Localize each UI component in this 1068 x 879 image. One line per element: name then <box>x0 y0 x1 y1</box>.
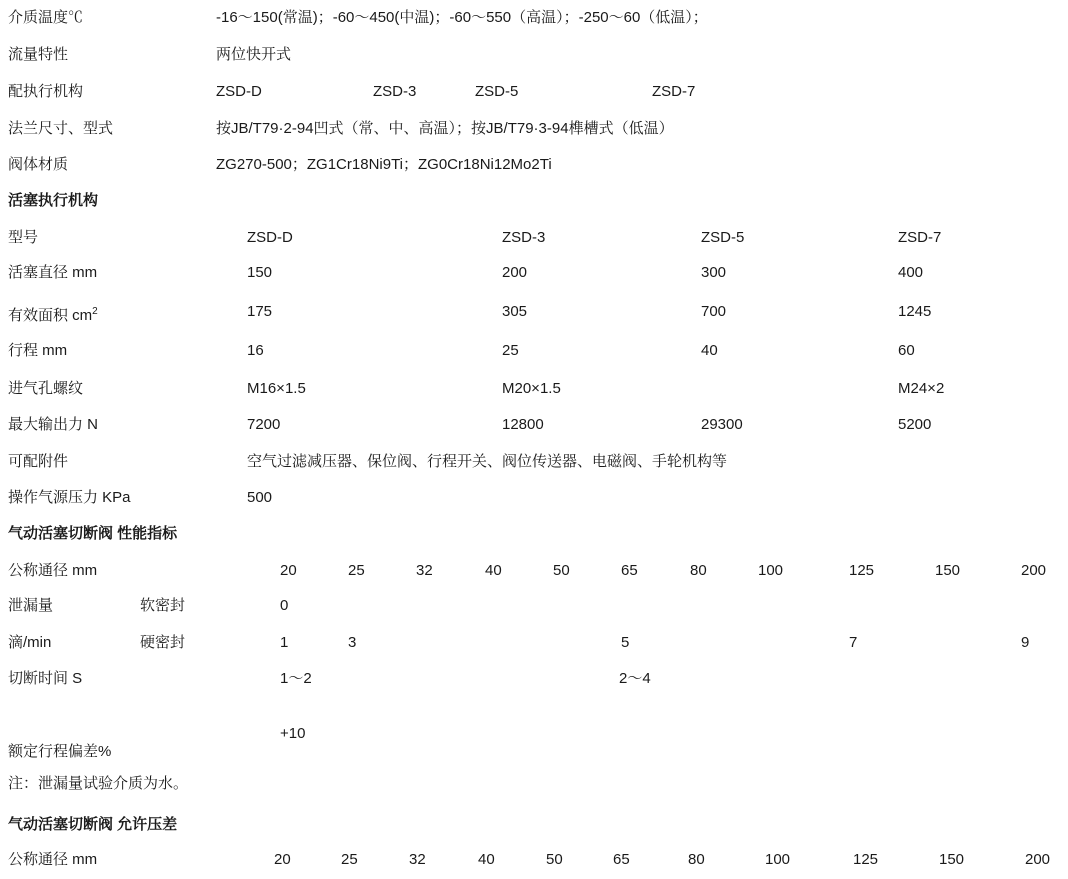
piston-row-0-col-3: 400 <box>898 264 924 281</box>
actuator-model-2: ZSD-5 <box>475 83 519 100</box>
piston-row-label-4: 最大输出力 N <box>8 416 99 433</box>
press-header-col-3: 40 <box>478 851 495 868</box>
perf-row-3-col-0: +10 <box>280 725 306 742</box>
perf-header-label: 公称通径 mm <box>8 562 98 579</box>
piston-row-2-col-0: 16 <box>247 342 264 359</box>
piston-row-4-col-0: 7200 <box>247 416 281 433</box>
perf-row-0-sublabel: 软密封 <box>140 597 186 614</box>
actuator-model-1: ZSD-3 <box>373 83 417 100</box>
perf-row-2-col-1: 2～4 <box>619 670 651 687</box>
perf-row-1-col-4: 9 <box>1021 634 1030 651</box>
perf-row-0-col-0: 0 <box>280 597 289 614</box>
press-header-col-2: 32 <box>409 851 426 868</box>
piston-row-label-1 <box>8 302 98 326</box>
piston-row-4-col-1: 12800 <box>502 416 544 433</box>
spec-value-0: -16～150(常温)；-60～450(中温)；-60～550（高温）；-250～60（低温）； <box>216 9 708 26</box>
piston-row-label-3: 进气孔螺纹 <box>8 380 84 397</box>
performance-note: 注：泄漏量试验介质为水。 <box>8 775 189 792</box>
piston-row-label-0: 活塞直径 mm <box>8 264 98 281</box>
piston-row-3-col-0: M16×1.5 <box>247 380 306 397</box>
piston-row-3-col-1: M20×1.5 <box>502 380 561 397</box>
actuator-model-0: ZSD-D <box>216 83 262 100</box>
press-header-col-8: 125 <box>853 851 879 868</box>
perf-row-1-col-0: 1 <box>280 634 289 651</box>
perf-row-1-col-1: 3 <box>348 634 357 651</box>
piston-row-3-col-2: M24×2 <box>898 380 945 397</box>
piston-row-2-col-2: 40 <box>701 342 718 359</box>
piston-header-label: 型号 <box>8 229 39 246</box>
perf-header-col-2: 32 <box>416 562 433 579</box>
section-title-performance: 气动活塞切断阀 性能指标 <box>8 525 178 542</box>
piston-header-col-2: ZSD-5 <box>701 229 745 246</box>
perf-header-col-7: 100 <box>758 562 784 579</box>
spec-label-4: 阀体材质 <box>8 156 69 173</box>
perf-row-1-sublabel: 硬密封 <box>140 634 186 651</box>
piston-header-col-3: ZSD-7 <box>898 229 942 246</box>
perf-row-label-2: 切断时间 S <box>8 670 83 687</box>
perf-row-label-1: 滴/min <box>8 634 52 651</box>
piston-row-0-col-0: 150 <box>247 264 273 281</box>
perf-row-1-col-3: 7 <box>849 634 858 651</box>
perf-header-col-8: 125 <box>849 562 875 579</box>
press-header-col-10: 200 <box>1025 851 1051 868</box>
piston-row-2-col-3: 60 <box>898 342 915 359</box>
section-title-piston: 活塞执行机构 <box>8 192 99 209</box>
piston-header-col-1: ZSD-3 <box>502 229 546 246</box>
piston-row-1-col-3: 1245 <box>898 303 932 320</box>
spec-label-3: 法兰尺寸、型式 <box>8 120 114 137</box>
section-title-pressure: 气动活塞切断阀 允许压差 <box>8 816 178 833</box>
perf-header-col-0: 20 <box>280 562 297 579</box>
spec-label-2: 配执行机构 <box>8 83 84 100</box>
spec-label-1: 流量特性 <box>8 46 69 63</box>
perf-row-label-0: 泄漏量 <box>8 597 54 614</box>
piston-row-5-col-0: 空气过滤减压器、保位阀、行程开关、阀位传送器、电磁阀、手轮机构等 <box>247 453 728 470</box>
piston-header-col-0: ZSD-D <box>247 229 293 246</box>
piston-row-1-col-0: 175 <box>247 303 273 320</box>
piston-row-label-2: 行程 mm <box>8 342 68 359</box>
press-header-col-5: 65 <box>613 851 630 868</box>
perf-header-col-4: 50 <box>553 562 570 579</box>
piston-row-label-1-sup: 2 <box>92 306 98 317</box>
perf-header-col-1: 25 <box>348 562 365 579</box>
actuator-model-3: ZSD-7 <box>652 83 696 100</box>
piston-row-label-6: 操作气源压力 KPa <box>8 489 131 506</box>
piston-row-label-5: 可配附件 <box>8 453 69 470</box>
spec-label-0: 介质温度℃ <box>8 9 84 26</box>
press-header-col-4: 50 <box>546 851 563 868</box>
spec-value-4: ZG270-500；ZG1Cr18Ni9Ti；ZG0Cr18Ni12Mo2Ti <box>216 156 552 173</box>
piston-row-4-col-3: 5200 <box>898 416 932 433</box>
perf-header-col-5: 65 <box>621 562 638 579</box>
piston-row-1-col-1: 305 <box>502 303 528 320</box>
press-header-col-7: 100 <box>765 851 791 868</box>
piston-row-2-col-1: 25 <box>502 342 519 359</box>
press-header-col-1: 25 <box>341 851 358 868</box>
perf-header-col-3: 40 <box>485 562 502 579</box>
piston-row-0-col-2: 300 <box>701 264 727 281</box>
perf-row-2-col-0: 1～2 <box>280 670 312 687</box>
perf-header-col-9: 150 <box>935 562 961 579</box>
spec-value-3: 按JB/T79·2-94凹式（常、中、高温）；按JB/T79·3-94榫槽式（低温） <box>216 120 674 137</box>
piston-row-label-1-text: 有效面积 cm <box>8 307 93 324</box>
spec-value-1: 两位快开式 <box>216 46 292 63</box>
perf-header-col-6: 80 <box>690 562 707 579</box>
piston-row-1-col-2: 700 <box>701 303 727 320</box>
piston-row-4-col-2: 29300 <box>701 416 743 433</box>
perf-header-col-10: 200 <box>1021 562 1047 579</box>
piston-row-0-col-1: 200 <box>502 264 528 281</box>
perf-row-label-3: 额定行程偏差% <box>8 743 112 760</box>
press-header-col-9: 150 <box>939 851 965 868</box>
perf-row-1-col-2: 5 <box>621 634 630 651</box>
piston-row-6-col-0: 500 <box>247 489 273 506</box>
press-header-col-0: 20 <box>274 851 291 868</box>
press-header-label: 公称通径 mm <box>8 851 98 868</box>
press-header-col-6: 80 <box>688 851 705 868</box>
